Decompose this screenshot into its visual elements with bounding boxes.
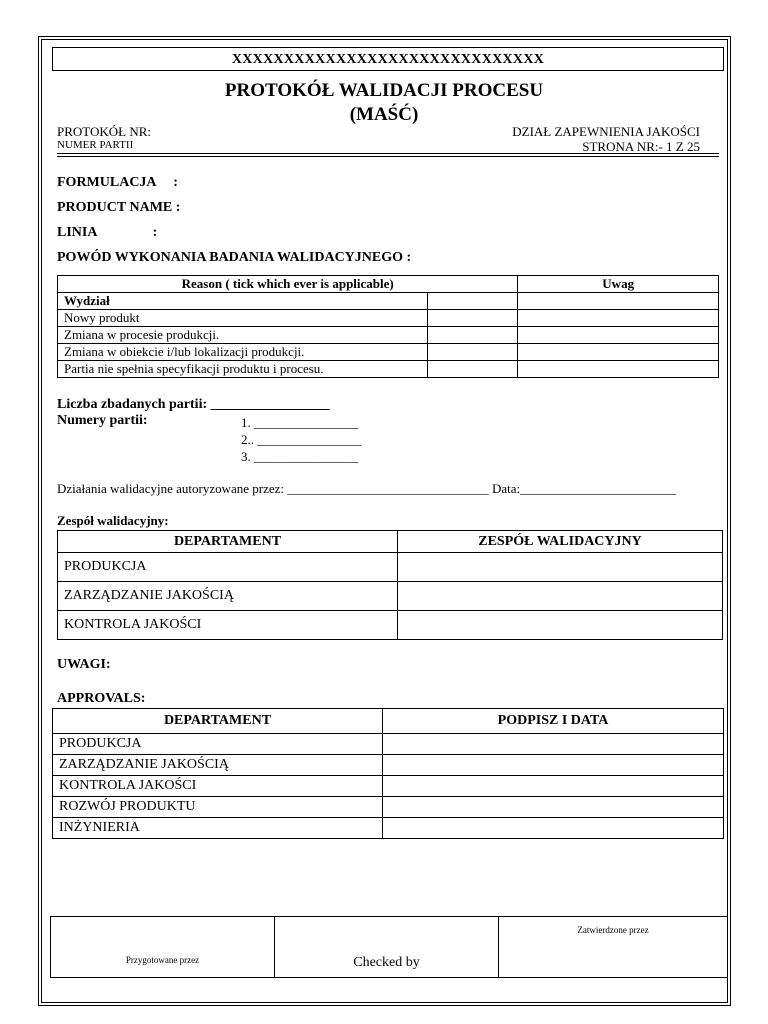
tick-cell[interactable] bbox=[427, 361, 517, 378]
team-dept-cell: ZARZĄDZANIE JAKOŚCIĄ bbox=[58, 582, 398, 611]
formulation-field: FORMULACJA : bbox=[57, 175, 178, 190]
tick-cell[interactable] bbox=[427, 344, 517, 361]
reason-heading: POWÓD WYKONANIA BADANIA WALIDACYJNEGO : bbox=[57, 250, 412, 265]
header-rule-double bbox=[57, 156, 719, 157]
table-row bbox=[53, 776, 724, 797]
remark-cell[interactable] bbox=[518, 293, 719, 310]
approvals-sign-cell[interactable] bbox=[383, 755, 724, 776]
reason-cell: Wydział bbox=[58, 293, 428, 310]
reason-cell: Nowy produkt bbox=[58, 310, 428, 327]
team-table bbox=[57, 530, 723, 640]
signoff-table bbox=[50, 916, 728, 978]
team-dept-cell: KONTROLA JAKOŚCI bbox=[58, 611, 398, 640]
page-number: STRONA NR:- 1 Z 25 bbox=[582, 139, 700, 154]
team-member-cell[interactable] bbox=[398, 611, 723, 640]
team-dept-header: DEPARTAMENT bbox=[58, 531, 398, 553]
batch-line-1: 1. ________________ bbox=[241, 415, 358, 430]
authorization-line: Działania walidacyjne autoryzowane przez: _______________________________ Data:________________________ bbox=[57, 481, 677, 496]
table-row bbox=[58, 344, 719, 361]
reason-column-header: Reason ( tick which ever is applicable) bbox=[58, 276, 518, 293]
department-label: DZIAŁ ZAPEWNIENIA JAKOŚCI bbox=[512, 124, 700, 139]
reason-cell: Zmiana w procesie produkcji. bbox=[58, 327, 428, 344]
table-row bbox=[53, 818, 724, 839]
approvals-sign-cell[interactable] bbox=[383, 776, 724, 797]
batch-line-2: 2.. ________________ bbox=[241, 432, 362, 447]
team-dept-cell: PRODUKCJA bbox=[58, 553, 398, 582]
table-row bbox=[58, 293, 719, 310]
approvals-table bbox=[52, 708, 724, 839]
reason-cell: Zmiana w obiekcie i/lub lokalizacji produkcji. bbox=[58, 344, 428, 361]
table-row bbox=[53, 797, 724, 818]
remark-cell[interactable] bbox=[518, 344, 719, 361]
remark-cell[interactable] bbox=[518, 327, 719, 344]
remarks-heading: UWAGI: bbox=[57, 657, 111, 672]
table-row bbox=[58, 327, 719, 344]
approvals-dept-cell: INŻYNIERIA bbox=[53, 818, 383, 839]
table-row bbox=[58, 611, 723, 640]
table-row bbox=[53, 734, 724, 755]
approvals-dept-cell: KONTROLA JAKOŚCI bbox=[53, 776, 383, 797]
prepared-by-label: Przygotowane przez bbox=[125, 955, 200, 965]
remark-cell[interactable] bbox=[518, 310, 719, 327]
checked-by-cell[interactable] bbox=[275, 917, 499, 978]
approvals-dept-cell: ROZWÓJ PRODUKTU bbox=[53, 797, 383, 818]
approvals-sign-cell[interactable] bbox=[383, 818, 724, 839]
approved-by-cell[interactable] bbox=[499, 917, 728, 978]
table-row bbox=[58, 310, 719, 327]
approvals-dept-header: DEPARTAMENT bbox=[53, 709, 383, 734]
reason-cell: Partia nie spełnia specyfikacji produktu i procesu. bbox=[58, 361, 428, 378]
header-rule bbox=[57, 153, 719, 154]
batch-numbers-label: Numery partii: bbox=[57, 413, 148, 428]
remark-column-header: Uwag bbox=[518, 276, 719, 293]
approvals-sign-cell[interactable] bbox=[383, 797, 724, 818]
document-subtitle: (MAŚĆ) bbox=[349, 104, 419, 125]
batch-number-label: NUMER PARTII bbox=[57, 139, 134, 151]
protocol-number-label: PROTOKÓŁ NR: bbox=[57, 124, 152, 139]
tick-cell[interactable] bbox=[427, 327, 517, 344]
batch-line-3: 3. ________________ bbox=[241, 449, 358, 464]
reason-table bbox=[57, 275, 719, 378]
table-row bbox=[58, 582, 723, 611]
table-row bbox=[53, 755, 724, 776]
prepared-by-cell[interactable] bbox=[51, 917, 275, 978]
approvals-sign-cell[interactable] bbox=[383, 734, 724, 755]
approvals-dept-cell: ZARZĄDZANIE JAKOŚCIĄ bbox=[53, 755, 383, 776]
line-field: LINIA : bbox=[57, 225, 158, 240]
approvals-sign-header: PODPISZ I DATA bbox=[383, 709, 724, 734]
product-name-field: PRODUCT NAME : bbox=[57, 200, 181, 215]
tick-cell[interactable] bbox=[427, 293, 517, 310]
tick-cell[interactable] bbox=[427, 310, 517, 327]
team-heading: Zespół walidacyjny: bbox=[57, 513, 169, 528]
approvals-dept-cell: PRODUKCJA bbox=[53, 734, 383, 755]
checked-by-label: Checked by bbox=[353, 955, 420, 970]
table-row bbox=[58, 361, 719, 378]
batch-count-field: Liczba zbadanych partii: _________________ bbox=[57, 397, 330, 412]
team-member-cell[interactable] bbox=[398, 582, 723, 611]
document-code: XXXXXXXXXXXXXXXXXXXXXXXXXXXXXX bbox=[52, 47, 724, 71]
team-member-header: ZESPÓŁ WALIDACYJNY bbox=[398, 531, 723, 553]
team-member-cell[interactable] bbox=[398, 553, 723, 582]
table-row bbox=[58, 553, 723, 582]
approvals-heading: APPROVALS: bbox=[57, 691, 146, 706]
document-title: PROTOKÓŁ WALIDACJI PROCESU bbox=[224, 80, 544, 101]
approved-by-label: Zatwierdzone przez bbox=[577, 925, 649, 935]
remark-cell[interactable] bbox=[518, 361, 719, 378]
